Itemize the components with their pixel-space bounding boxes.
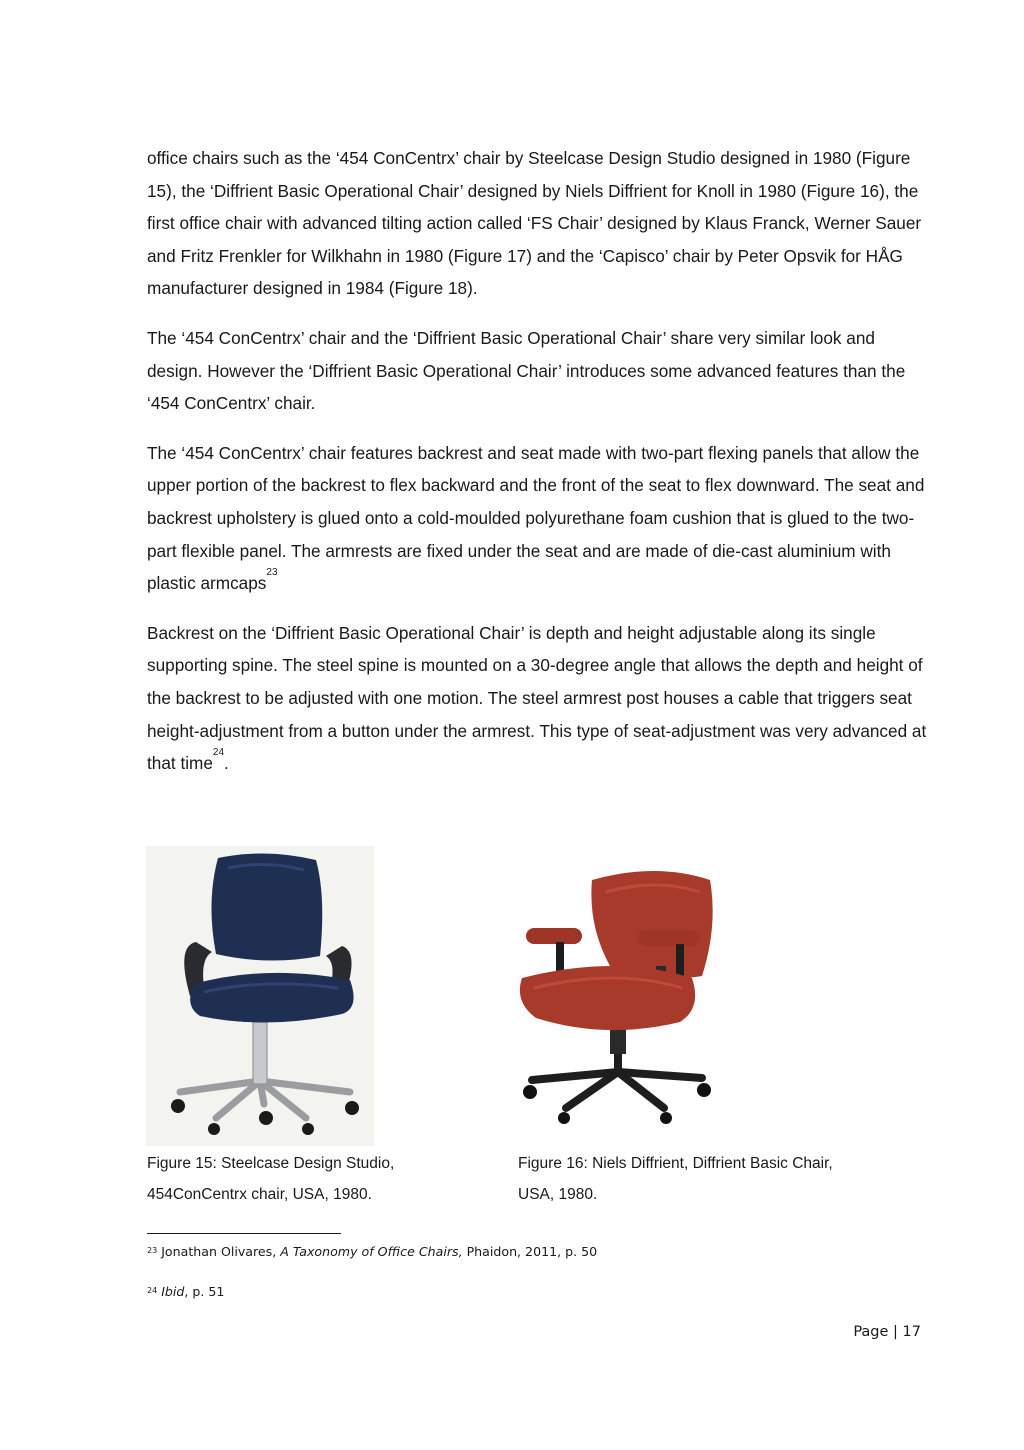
body-text (147, 142, 927, 797)
paragraph-3-text: The ‘454 ConCentrx’ chair features backrest and seat made with two-part flexing panels that allow the upper portion of the backrest to flex backward and the front of the seat to flex downward. The seat and backrest upholstery is glued onto a cold-moulded polyurethane foam cushion that is glued to the two-part flexible panel. The armrests are fixed under the seat and are made of die-cast aluminium with plastic armcaps (147, 442, 925, 594)
footnote-24-page: , p. 51 (184, 1284, 225, 1299)
figure-15-caption (147, 1148, 467, 1210)
footnote-23 (147, 1243, 597, 1261)
figure-16-caption (518, 1148, 908, 1210)
footnote-23-number: 23 (147, 1246, 158, 1255)
figure-15-image (146, 846, 374, 1146)
paragraph-2: The ‘454 ConCentrx’ chair and the ‘Diffrient Basic Operational Chair’ share very similar look and design. However the ‘Diffrient Basic Operational Chair’ introduces some advanced features than the ‘454 ConCentrx’ chair. (147, 327, 906, 414)
paragraph-4 (147, 617, 927, 780)
footnote-23-publisher: Phaidon, 2011, p. 50 (462, 1244, 598, 1259)
blue-office-chair-illustration (146, 846, 374, 1146)
footnote-24 (147, 1283, 224, 1301)
footnote-24-number: 24 (147, 1286, 158, 1295)
red-office-chair-illustration (506, 846, 732, 1126)
paragraph-4-end: . (224, 753, 229, 774)
paragraph-3 (147, 437, 927, 600)
footnote-ref-23[interactable]: 23 (266, 567, 278, 579)
footnote-ref-24[interactable]: 24 (212, 747, 225, 759)
page-number: Page | 17 (853, 1324, 921, 1340)
footnote-24-ibid: Ibid (161, 1284, 185, 1299)
figure-16-image (506, 846, 732, 1126)
footnote-23-author: Jonathan Olivares, (161, 1244, 281, 1259)
figure-15-caption-line-2: 454ConCentrx chair, USA, 1980. (147, 1186, 372, 1203)
figure-16-caption-line-1: Figure 16: Niels Diffrient, Diffrient Basic Chair, (518, 1155, 833, 1172)
footnote-divider (147, 1233, 341, 1234)
paragraph-4-text: Backrest on the ‘Diffrient Basic Operational Chair’ is depth and height adjustable along its single supporting spine. The steel spine is mounted on a 30-degree angle that allows the depth and height of the backrest to be adjusted with one motion. The steel armrest post houses a cable that triggers seat height-adjustment from a button under the armrest. This type of seat-adjustment was very advanced at that time (147, 622, 927, 774)
footnote-23-title: A Taxonomy of Office Chairs, (280, 1244, 463, 1259)
paragraph-1: office chairs such as the ‘454 ConCentrx’ chair by Steelcase Design Studio designed in 1980 (Figure 15), the ‘Diffrient Basic Operational Chair’ designed by Niels Diffrient for Knoll in 1980 (Figure 16), the first office chair with advanced tilting action called ‘FS Chair’ designed by Klaus Franck, Werner Sauer and Fritz Frenkler for Wilkhahn in 1980 (Figure 17) and the ‘Capisco’ chair by Peter Opsvik for HÅG manufacturer designed in 1984 (Figure 18). (147, 148, 922, 299)
figure-15-caption-line-1: Figure 15: Steelcase Design Studio, (147, 1155, 395, 1172)
figure-16-caption-line-2: USA, 1980. (518, 1186, 598, 1203)
